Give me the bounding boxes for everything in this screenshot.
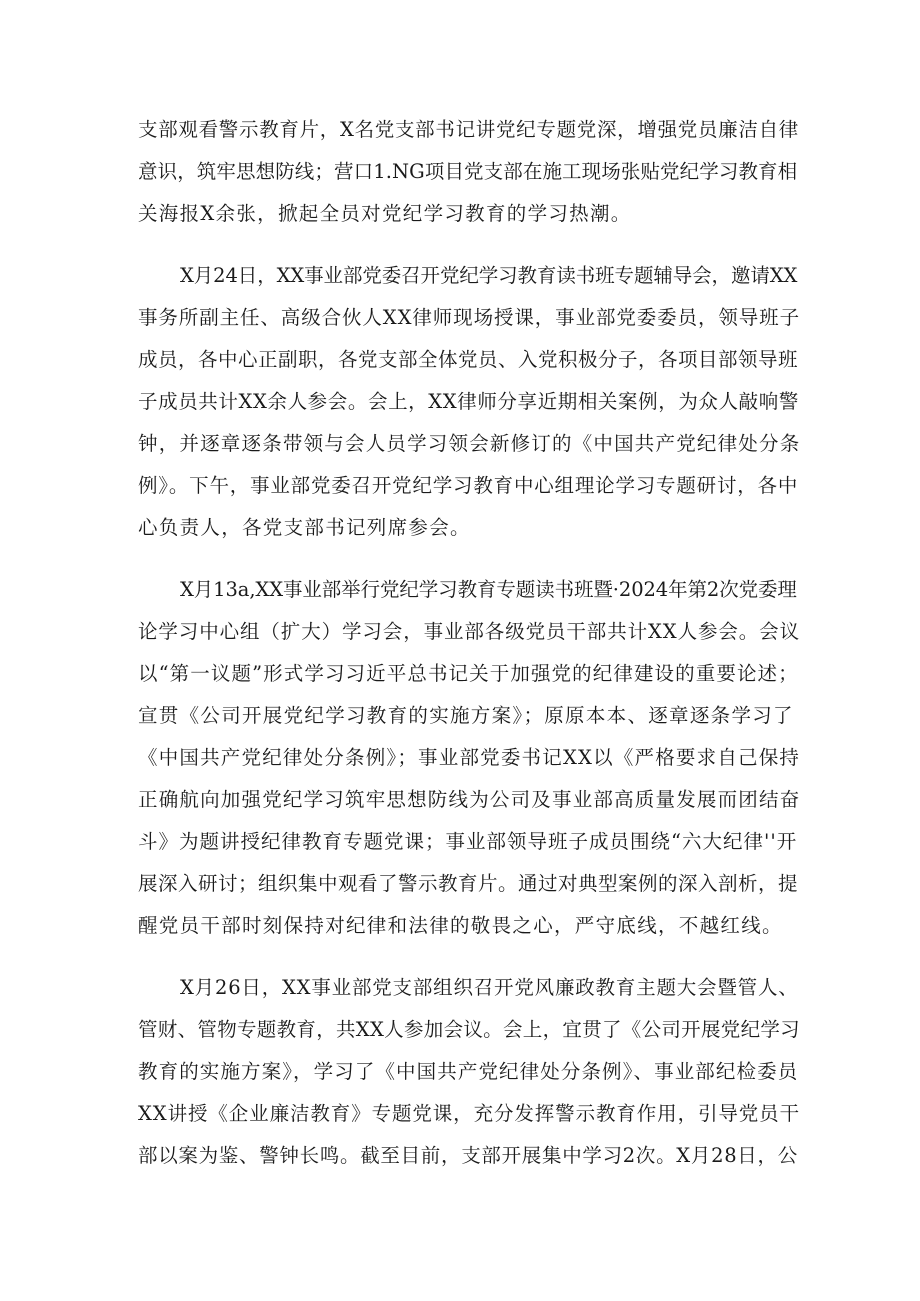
text-line: 关海报X余张，掀起全员对党纪学习教育的学习热潮。	[138, 202, 632, 225]
text-line: 论学习中心组（扩大）学习会，事业部各级党员干部共计XX人参会。会议	[138, 620, 800, 643]
text-line: 部以案为鉴、警钟长鸣。截至目前，支部开展集中学习2次。X月28日，公	[138, 1144, 798, 1167]
text-line: X月24日，XX事业部党委召开党纪学习教育读书班专题辅导会，邀请XX	[180, 264, 798, 287]
text-line: X月13a,XX事业部举行党纪学习教育专题读书班暨·2024年第2次党委理	[180, 578, 797, 601]
text-line: 钟，并逐章逐条带领与会人员学习领会新修订的《中国共产党纪律处分条	[138, 432, 801, 455]
text-line: 以“第一议题”形式学习习近平总书记关于加强党的纪律建设的重要论述；	[138, 662, 799, 685]
text-line: 教育的实施方案》，学习了《中国共产党纪律处分条例》、事业部纪检委员	[138, 1060, 799, 1083]
text-line: 心负责人，各党支部书记列席参会。	[138, 516, 471, 539]
text-line: 宣贯《公司开展党纪学习教育的实施方案》；原原本本、逐章逐条学习了	[138, 704, 794, 727]
text-line: 《中国共产党纪律处分条例》；事业部党委书记XX以《严格要求自己保持	[138, 746, 801, 769]
text-line: 成员，各中心正副职，各党支部全体党员、入党积极分子，各项目部领导班	[138, 348, 799, 371]
text-line: 斗》为题讲授纪律教育专题党课；事业部领导班子成员围绕“六大纪律''开	[138, 830, 798, 853]
text-line: 醒党员干部时刻保持对纪律和法律的敬畏之心，严守底线，不越红线。	[138, 914, 783, 937]
text-line: X月26日，XX事业部党支部组织召开党风廉政教育主题大会暨管人、	[180, 976, 799, 999]
text-line: 意识，筑牢思想防线；营口1.NG项目党支部在施工现场张贴党纪学习教育相	[138, 160, 798, 183]
text-line: 子成员共计XX余人参会。会上，XX律师分享近期相关案例，为众人敲响警	[138, 390, 799, 413]
text-line: 管财、管物专题教育，共XX人参加会议。会上，宜贯了《公司开展党纪学习	[138, 1018, 800, 1041]
text-line: 支部观看警示教育片，X名党支部书记讲党纪专题党深，增强党员廉洁自律	[138, 118, 799, 141]
text-line: 正确航向加强党纪学习筑牢思想防线为公司及事业部高质量发展而团结奋	[138, 788, 801, 811]
text-line: XX讲授《企业廉洁教育》专题党课，充分发挥警示教育作用，引导党员干	[138, 1102, 800, 1125]
text-line: 展深入研讨；组织集中观看了警示教育片。通过对典型案例的深入剖析，提	[138, 872, 799, 895]
text-line: 事务所副主任、高级合伙人XX律师现场授课，事业部党委委员，领导班子	[138, 306, 800, 329]
text-line: 例》。下午，事业部党委召开党纪学习教育中心组理论学习专题研讨，各中	[138, 474, 799, 497]
